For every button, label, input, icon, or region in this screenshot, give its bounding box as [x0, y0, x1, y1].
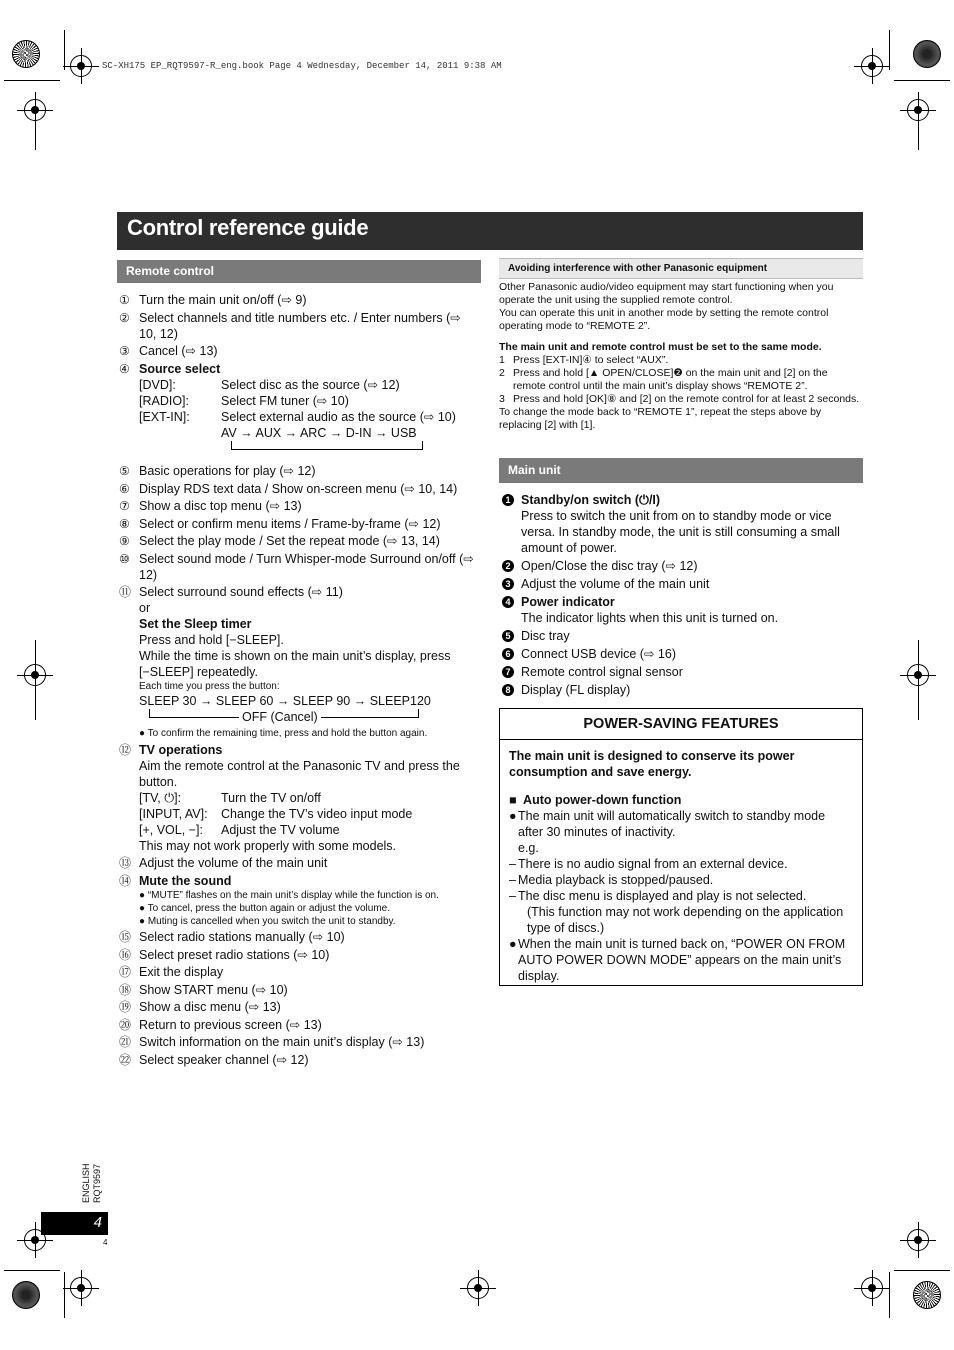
list-item: ② Select channels and title numbers etc. / Enter numbers (⇨ 10, 12) — [119, 310, 461, 341]
registration-mark-icon — [907, 99, 929, 121]
main-unit-list — [502, 492, 862, 700]
list-item: 2 Open/Close the disc tray (⇨ 12) — [502, 558, 862, 574]
number-badge: 3 — [502, 578, 514, 590]
registration-mark-icon — [907, 1229, 929, 1251]
remote-control-list — [119, 292, 481, 1069]
color-target-icon — [12, 40, 40, 68]
number-badge: 4 — [502, 596, 514, 608]
list-item: ⑧ Select or confirm menu items / Frame-by-frame (⇨ 12) — [119, 516, 441, 531]
print-header-line: SC-XH175 EP_RQT9597-R_eng.book Page 4 Wednesday, December 14, 2011 9:38 AM — [102, 61, 502, 71]
number-badge: 6 — [502, 648, 514, 660]
registration-mark-icon — [70, 55, 92, 77]
list-item: 7 Remote control signal sensor — [502, 664, 862, 680]
interference-heading: Avoiding interference with other Panasonic equipment — [499, 258, 863, 279]
list-item: ⑦ Show a disc top menu (⇨ 13) — [119, 499, 302, 513]
list-item: 6 Connect USB device (⇨ 16) — [502, 646, 862, 662]
list-item: ⑬ Adjust the volume of the main unit — [119, 856, 328, 870]
number-badge: 7 — [502, 666, 514, 678]
list-item: ⑳ Return to previous screen (⇨ 13) — [119, 1017, 322, 1032]
bullet-icon: ● — [509, 937, 517, 951]
page-number: 4 — [93, 1214, 102, 1231]
list-item: 5 Disc tray — [502, 628, 862, 644]
number-badge: 5 — [502, 630, 514, 642]
sleep-off-row: OFF (Cancel) — [139, 709, 481, 725]
list-item: ⑩ Select sound mode / Turn Whisper-mode Surround on/off (⇨ 12) — [119, 551, 474, 582]
list-item: ⑰ Exit the display — [119, 965, 224, 979]
registration-mark-icon — [467, 1277, 489, 1299]
power-saving-heading: POWER-SAVING FEATURES — [500, 709, 862, 740]
list-item: ⑲ Show a disc menu (⇨ 13) — [119, 1000, 281, 1014]
color-target-icon — [913, 40, 941, 68]
source-cycle: AV → AUX → ARC → D-IN → USB — [221, 425, 417, 440]
list-item: 8 Display (FL display) — [502, 682, 862, 698]
list-item-surround-sleep: ⑪ Select surround sound effects (⇨ 11) or Set the Sleep timer Press and hold [−SLEEP]. While the time is shown on the main unit’s display, press [−SLEEP] repeatedly. Each time you press the button: SLEEP 30 → SLEEP 60 → SLEEP 90 → SLEEP120 OFF (Cancel) ● To confirm the remaining time, press and hold the button again. — [119, 584, 481, 740]
list-item: ① Turn the main unit on/off (⇨ 9) — [119, 293, 307, 307]
list-item: 4 Power indicator The indicator lights when this unit is turned on. — [502, 594, 862, 626]
page-title: Control reference guide — [127, 215, 369, 240]
list-item: ⑮ Select radio stations manually (⇨ 10) — [119, 930, 345, 944]
source-select-title: Source select — [139, 361, 221, 376]
list-item: ⑨ Select the play mode / Set the repeat mode (⇨ 13, 14) — [119, 534, 440, 548]
sleep-cycle: SLEEP 30 → SLEEP 60 → SLEEP 90 → SLEEP120 — [139, 694, 431, 708]
sleep-timer-title: Set the Sleep timer — [139, 617, 252, 631]
number-badge: 1 — [502, 494, 514, 506]
side-language-label: ENGLISH RQT9597 — [81, 1163, 102, 1203]
list-item: ③ Cancel (⇨ 13) — [119, 344, 218, 358]
list-item: ⑤ Basic operations for play (⇨ 12) — [119, 464, 316, 478]
page-number-small: 4 — [103, 1238, 108, 1247]
bullet-icon: ● — [509, 809, 517, 823]
cycle-return-arrow — [231, 441, 423, 450]
list-item: 1 Standby/on switch (⏻/I) Press to switch the unit from on to standby mode or vice versa. In standby mode, the unit is still consuming a small amount of power. — [502, 492, 862, 556]
list-item: ㉑ Switch information on the main unit’s display (⇨ 13) — [119, 1035, 425, 1049]
registration-mark-icon — [24, 99, 46, 121]
power-saving-box: POWER-SAVING FEATURES The main unit is designed to conserve its power consumption and save energy. ■ Auto power-down function ● The main unit will automatically switch to standby mode after 30 minutes of inactivity. e.g. – There is no audio signal from an external device. – Media playback is stopped/paused. – The disc menu is displayed and play is not selected. (This function may not work depending on the application type of discs.) ● When the main unit is turned back on, “POWER ON FROM AUTO POWER DOWN MODE” appears on the main unit’s display. — [499, 708, 863, 986]
list-item-tv-operations: ⑫ TV operations Aim the remote control at the Panasonic TV and press the button. [TV, ⏻]: Turn the TV on/off [INPUT, AV]: Change the TV’s video input mode [+, VOL, −]: Adjust the TV volume This may not work properly with some models. — [119, 742, 460, 853]
list-item-mute: ⑭ Mute the sound ● “MUTE” flashes on the main unit’s display while the function is on. ● To cancel, press the button again or adjust the volume. ● Muting is cancelled when you switch the unit to standby. — [119, 873, 439, 927]
color-target-icon — [913, 1281, 941, 1309]
list-item: ⑯ Select preset radio stations (⇨ 10) — [119, 947, 330, 962]
list-item: ⑱ Show START menu (⇨ 10) — [119, 982, 288, 997]
list-item-source-select: ④ Source select [DVD]: Select disc as the source (⇨ 12) [RADIO]: Select FM tuner (⇨ 10) [EXT-IN]: Select external audio as the source (⇨ 10) AV → AUX → ARC → D-IN → USB — [119, 361, 481, 462]
number-badge: 8 — [502, 684, 514, 696]
page-number-tab — [41, 1212, 108, 1235]
registration-mark-icon — [70, 1277, 92, 1299]
square-bullet-icon: ■ — [509, 793, 517, 807]
color-target-icon — [12, 1281, 40, 1309]
registration-mark-icon — [861, 1277, 883, 1299]
interference-section: Other Panasonic audio/video equipment may start functioning when you operate the unit using the supplied remote control. You can operate this unit in another mode by setting the remote control operating mode to “REMOTE 2”. The main unit and remote control must be set to the same mode. 1 Press [EXT-IN]④ to select “AUX”. 2 Press and hold [▲ OPEN/CLOSE]❷ on the main unit and [2] on the remote control until the main unit’s display shows “REMOTE 2”. 3 Press and hold [OK]⑧ and [2] on the remote control for at least 2 seconds. To change the mode back to “REMOTE 1”, repeat the steps above by replacing [2] with [1]. — [499, 281, 860, 431]
remote-control-heading: Remote control — [117, 260, 481, 283]
registration-mark-icon — [861, 55, 883, 77]
list-item: 3 Adjust the volume of the main unit — [502, 576, 862, 592]
page-title-bar — [117, 212, 863, 250]
main-unit-heading: Main unit — [499, 458, 863, 483]
number-badge: 2 — [502, 560, 514, 572]
list-item: ⑥ Display RDS text data / Show on-screen menu (⇨ 10, 14) — [119, 481, 458, 496]
list-item: ㉒ Select speaker channel (⇨ 12) — [119, 1052, 309, 1067]
